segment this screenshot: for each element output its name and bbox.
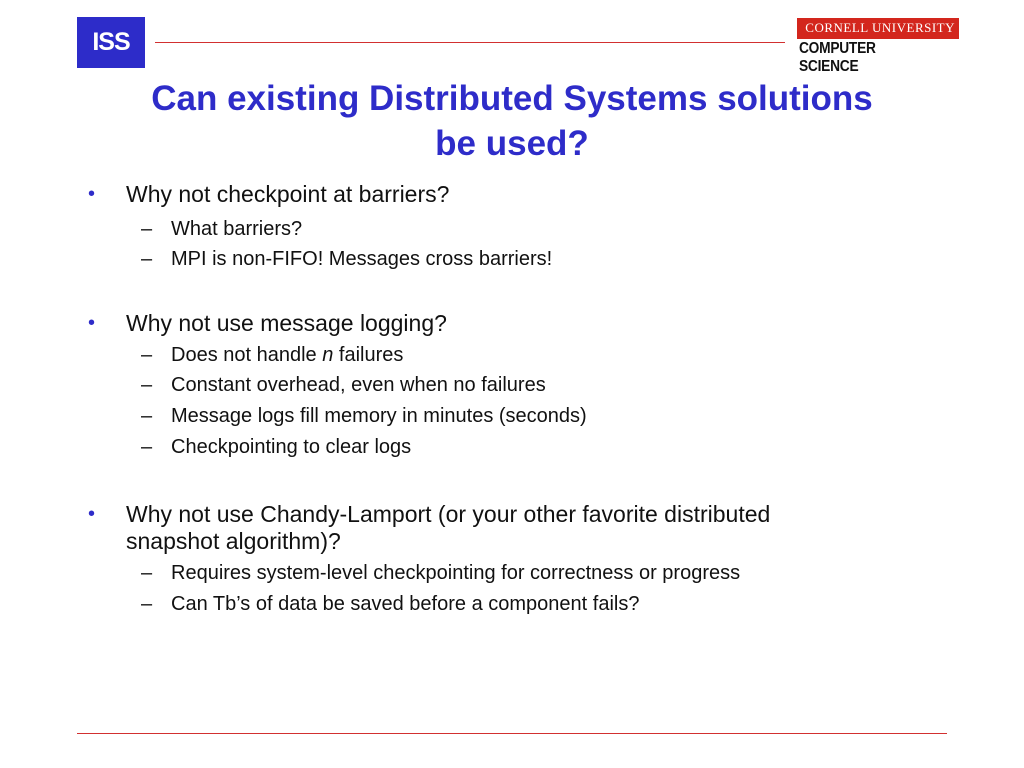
bottom-divider [77, 733, 947, 734]
sub-bullet-text-before: Does not handle [171, 344, 323, 366]
sub-bullet-dash: – [141, 593, 153, 615]
iss-logo [77, 17, 145, 68]
sub-bullet-dash: – [141, 436, 153, 458]
bullet-text-line-1: Why not use Chandy-Lamport (or your other favorite distributed [126, 501, 771, 527]
top-divider [155, 42, 785, 43]
sub-bullet-item [141, 561, 951, 585]
bullet-item [88, 181, 946, 208]
sub-bullet-dash: – [141, 344, 153, 366]
bullet-text-line-2: snapshot algorithm)? [126, 528, 341, 554]
bullet-item [88, 501, 946, 555]
slide-title-line-1: Can existing Distributed Systems solutions [151, 79, 873, 118]
bullet-marker: • [88, 312, 96, 334]
sub-bullet-text-after: failures [333, 344, 404, 366]
sub-bullet-text: Constant overhead, even when no failures [171, 374, 546, 396]
slide-title [60, 76, 964, 166]
sub-bullet-text: What barriers? [171, 218, 303, 240]
sub-bullet-dash: – [141, 562, 153, 584]
sub-bullet-dash: – [141, 374, 153, 396]
cornell-logo-department: COMPUTER SCIENCE [799, 40, 876, 75]
sub-bullet-text: MPI is non-FIFO! Messages cross barriers! [171, 248, 553, 270]
sub-bullet-item [141, 247, 951, 271]
sub-bullet-dash: – [141, 218, 153, 240]
sub-bullet-item [141, 435, 951, 459]
iss-logo-text: ISS [92, 28, 130, 56]
bullet-item [88, 310, 946, 337]
sub-bullet-text: Checkpointing to clear logs [171, 436, 412, 458]
sub-bullet-item [141, 343, 951, 367]
cornell-logo-university: CORNELL UNIVERSITY [805, 20, 955, 35]
slide-title-line-2: be used? [435, 124, 589, 163]
sub-bullet-text [171, 344, 403, 366]
sub-bullet-text: Can Tb’s of data be saved before a component fails? [171, 593, 640, 615]
sub-bullet-item [141, 592, 951, 616]
cornell-cs-logo [797, 18, 959, 75]
sub-bullet-emphasis: n [322, 344, 334, 366]
bullet-text: Why not checkpoint at barriers? [126, 181, 450, 207]
sub-bullet-item [141, 404, 951, 428]
bullet-marker: • [88, 503, 96, 525]
sub-bullet-dash: – [141, 248, 153, 270]
sub-bullet-dash: – [141, 405, 153, 427]
sub-bullet-item [141, 373, 951, 397]
bullet-marker: • [88, 183, 96, 205]
sub-bullet-item [141, 217, 951, 241]
sub-bullet-text: Message logs fill memory in minutes (seconds) [171, 405, 587, 427]
sub-bullet-text: Requires system-level checkpointing for correctness or progress [171, 562, 741, 584]
bullet-text: Why not use message logging? [126, 310, 447, 336]
